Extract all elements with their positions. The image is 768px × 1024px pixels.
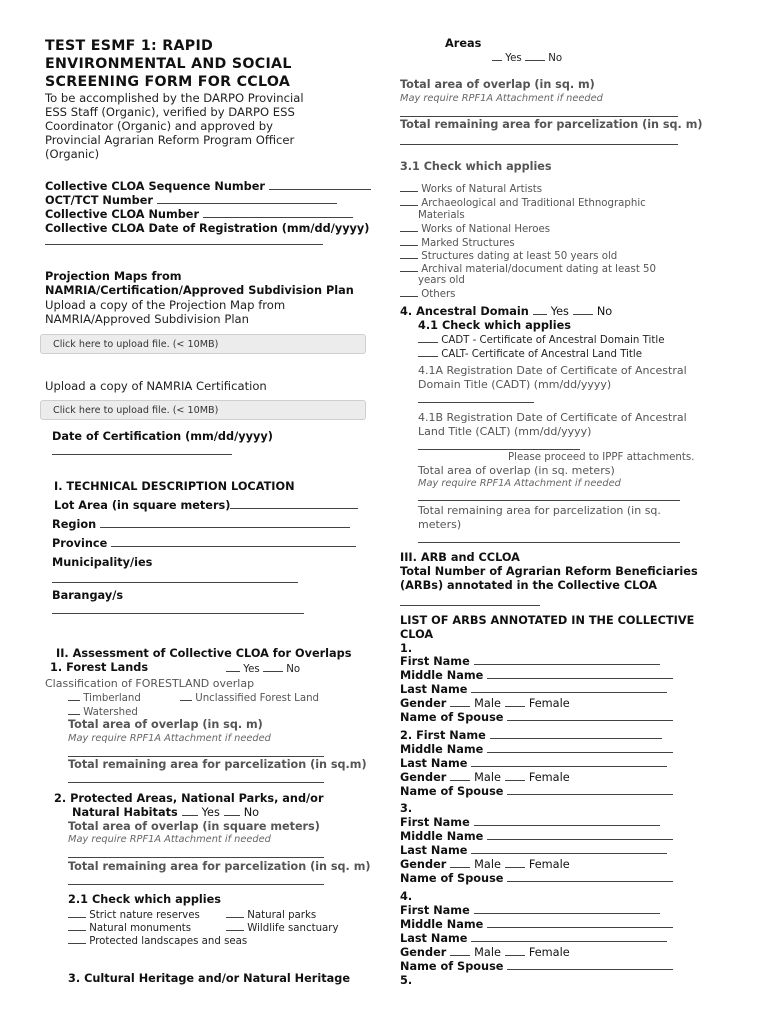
heritage-option-label: Structures dating at least 50 years old (421, 251, 618, 262)
oct-tct-field[interactable] (45, 194, 337, 208)
forest-remaining-field[interactable] (68, 782, 324, 783)
oct-tct-label: OCT/TCT Number (45, 194, 153, 207)
arb-list-heading: CLOA (400, 628, 434, 641)
heritage-option[interactable] (400, 287, 455, 301)
heritage-overlap-label: Total area of overlap (in sq. m) (400, 78, 595, 91)
protected-remaining-label: Total remaining area for parcelization (in sq. m) (68, 860, 371, 873)
spouse-label: Name of Spouse (400, 960, 504, 973)
heritage-option[interactable] (400, 196, 646, 210)
gender-label: Gender (400, 697, 447, 710)
check-2-1-heading: 2.1 Check which applies (68, 893, 222, 906)
form-title-line-1: TEST ESMF 1: RAPID (45, 38, 214, 54)
heritage-option-label: Others (421, 289, 456, 300)
protected-remaining-field[interactable] (68, 884, 324, 885)
calt-registration-label: 4.1B Registration Date of Certificate of Ancestral (418, 411, 687, 424)
gender-label: Gender (400, 946, 447, 959)
arb-last-name-field[interactable] (400, 757, 667, 771)
timberland-option[interactable] (68, 691, 141, 705)
watershed-option[interactable] (68, 705, 138, 719)
projection-heading: NAMRIA/Certification/Approved Subdivision Plan (45, 284, 354, 297)
strict-reserves-label: Strict nature reserves (89, 910, 200, 921)
ancestral-remaining-label: meters) (418, 518, 462, 531)
projection-upload-button[interactable]: Click here to upload file. (< 10MB) (40, 334, 366, 354)
natural-parks-option[interactable] (226, 908, 316, 922)
arb-gender-field[interactable] (400, 946, 570, 960)
areas-yes-no[interactable] (492, 51, 562, 65)
arb-first-name-field[interactable] (400, 655, 660, 669)
arb-gender-field[interactable] (400, 771, 570, 785)
middle-name-label: Middle Name (400, 830, 484, 843)
forest-yes-no[interactable] (226, 662, 300, 676)
strict-reserves-option[interactable] (68, 908, 200, 922)
check-4-1-heading: 4.1 Check which applies (418, 319, 572, 332)
calt-registration-label: Land Title (CALT) (mm/dd/yyyy) (418, 425, 592, 438)
ancestral-rpf-note: May require RPF1A Attachment if needed (418, 478, 621, 489)
spouse-label: Name of Spouse (400, 785, 504, 798)
natural-habitats-field[interactable] (72, 806, 259, 820)
cloa-number-label: Collective CLOA Number (45, 208, 200, 221)
intro-line: To be accomplished by the DARPO Provincial (45, 91, 304, 105)
registration-date-field[interactable] (45, 244, 323, 245)
lot-area-field[interactable] (54, 499, 358, 513)
yes-label: Yes (550, 305, 569, 318)
cadt-label: CADT - Certificate of Ancestral Domain Title (441, 335, 665, 346)
female-label: Female (528, 858, 570, 871)
arb-middle-name-field[interactable] (400, 669, 673, 683)
barangay-label: Barangay/s (52, 589, 124, 602)
municipality-label: Municipality/ies (52, 556, 153, 569)
arb-number: 2. (400, 729, 413, 742)
arb-spouse-field[interactable] (400, 872, 673, 886)
heritage-option-label: Works of Natural Artists (421, 184, 543, 195)
total-arbs-field[interactable] (400, 605, 540, 606)
heritage-option[interactable] (400, 222, 550, 236)
heritage-option[interactable] (400, 182, 542, 196)
certification-date-field[interactable] (52, 454, 232, 455)
lot-area-label: Lot Area (in square meters) (54, 499, 231, 512)
protected-areas-label: 2. Protected Areas, National Parks, and/or (54, 792, 324, 805)
section-3-heading: III. ARB and CCLOA (400, 551, 520, 564)
first-name-label: First Name (416, 729, 486, 742)
total-arbs-label: (ARBs) annotated in the Collective CLOA (400, 579, 658, 592)
no-label: No (243, 806, 260, 819)
arb-first-name-field[interactable] (400, 816, 660, 830)
ancestral-overlap-field[interactable] (418, 500, 680, 501)
areas-label: Areas (445, 37, 482, 50)
projection-heading: Projection Maps from (45, 270, 182, 283)
ancestral-remaining-field[interactable] (418, 542, 680, 543)
arb-gender-field[interactable] (400, 697, 570, 711)
heritage-option-label: Marked Structures (421, 238, 515, 249)
yes-label: Yes (243, 664, 260, 675)
unclassified-forest-option[interactable] (180, 691, 319, 705)
no-label: No (286, 664, 301, 675)
first-name-label: First Name (400, 655, 470, 668)
spouse-label: Name of Spouse (400, 711, 504, 724)
namria-upload-button[interactable]: Click here to upload file. (< 10MB) (40, 400, 366, 420)
male-label: Male (474, 771, 501, 784)
section-2-heading: II. Assessment of Collective CLOA for Overlaps (56, 647, 352, 660)
arb-number: 1. (400, 642, 413, 655)
arb-gender-field[interactable] (400, 858, 570, 872)
intro-line: (Organic) (45, 147, 100, 161)
last-name-label: Last Name (400, 844, 468, 857)
middle-name-label: Middle Name (400, 743, 484, 756)
municipality-field[interactable] (52, 582, 298, 583)
arb-number: 5. (400, 974, 413, 987)
female-label: Female (528, 697, 570, 710)
no-label: No (548, 53, 563, 64)
arb-last-name-field[interactable] (400, 844, 667, 858)
forest-lands-label: 1. Forest Lands (50, 661, 149, 674)
heritage-remaining-field[interactable] (400, 144, 678, 145)
cultural-heritage-label: 3. Cultural Heritage and/or Natural Heritage (68, 972, 350, 985)
cloa-sequence-field[interactable] (45, 180, 371, 194)
protected-overlap-field[interactable] (68, 857, 324, 858)
ippf-note: Please proceed to IPPF attachments. (508, 452, 695, 463)
female-label: Female (528, 771, 570, 784)
heritage-option-label: Works of National Heroes (421, 224, 551, 235)
protected-rpf-note: May require RPF1A Attachment if needed (68, 834, 271, 845)
arb-spouse-field[interactable] (400, 785, 673, 799)
ancestral-domain-field[interactable] (400, 305, 612, 319)
section-1-heading: I. TECHNICAL DESCRIPTION LOCATION (54, 480, 295, 493)
gender-label: Gender (400, 858, 447, 871)
yes-label: Yes (505, 53, 522, 64)
arb-list-heading: LIST OF ARBS ANNOTATED IN THE COLLECTIVE (400, 614, 695, 627)
region-label: Region (52, 518, 97, 531)
province-label: Province (52, 537, 108, 550)
first-name-label: First Name (400, 904, 470, 917)
ancestral-remaining-label: Total remaining area for parcelization (in sq. (418, 504, 661, 517)
arb-middle-name-field[interactable] (400, 830, 673, 844)
natural-parks-label: Natural parks (247, 910, 317, 921)
forest-overlap-field[interactable] (68, 756, 324, 757)
heritage-rpf-note: May require RPF1A Attachment if needed (400, 93, 603, 104)
protected-landscapes-label: Protected landscapes and seas (89, 936, 248, 947)
cloa-sequence-label: Collective CLOA Sequence Number (45, 180, 265, 193)
cloa-number-field[interactable] (45, 208, 353, 222)
barangay-field[interactable] (52, 613, 304, 614)
heritage-remaining-label: Total remaining area for parcelization (in sq. m) (400, 118, 703, 131)
calt-registration-field[interactable] (418, 449, 580, 450)
check-3-1-heading: 3.1 Check which applies (400, 160, 552, 173)
arb-number: 4. (400, 890, 413, 903)
calt-option[interactable] (418, 347, 642, 361)
natural-monuments-option[interactable] (68, 921, 191, 935)
protected-landscapes-option[interactable] (68, 934, 247, 948)
heritage-option-label: Archaeological and Traditional Ethnographic (421, 198, 646, 209)
forest-remaining-label: Total remaining area for parcelization (in sq.m) (68, 758, 367, 771)
forest-overlap-label: Total area of overlap (in sq. m) (68, 718, 263, 731)
cadt-registration-label: Domain Title (CADT) (mm/dd/yyyy) (418, 378, 612, 391)
province-field[interactable] (52, 537, 356, 551)
yes-label: Yes (201, 806, 220, 819)
female-label: Female (528, 946, 570, 959)
registration-date-label: Collective CLOA Date of Registration (mm/dd/yyyy) (45, 222, 370, 235)
wildlife-sanctuary-label: Wildlife sanctuary (247, 923, 339, 934)
namria-instruction: Upload a copy of NAMRIA Certification (45, 379, 267, 393)
male-label: Male (474, 697, 501, 710)
cadt-registration-field[interactable] (418, 402, 534, 403)
ancestral-overlap-label: Total area of overlap (in sq. meters) (418, 464, 615, 477)
protected-overlap-label: Total area of overlap (in square meters) (68, 820, 320, 833)
arb-first-name-field[interactable] (400, 729, 662, 743)
timberland-label: Timberland (83, 693, 141, 704)
heritage-overlap-field[interactable] (400, 116, 678, 117)
intro-line: Provincial Agrarian Reform Program Officer (45, 133, 295, 147)
heritage-option[interactable] (400, 236, 515, 250)
middle-name-label: Middle Name (400, 918, 484, 931)
arb-last-name-field[interactable] (400, 932, 667, 946)
heritage-option-continued: years old (418, 275, 465, 286)
arb-number: 3. (400, 802, 413, 815)
gender-label: Gender (400, 771, 447, 784)
wildlife-sanctuary-option[interactable] (226, 921, 339, 935)
intro-line: ESS Staff (Organic), verified by DARPO ESS (45, 105, 295, 119)
region-field[interactable] (52, 518, 350, 532)
no-label: No (596, 305, 613, 318)
arb-spouse-field[interactable] (400, 960, 673, 974)
projection-instruction: Upload a copy of the Projection Map from (45, 298, 286, 312)
heritage-option[interactable] (400, 249, 617, 263)
heritage-option-label: Archival material/document dating at least 50 (421, 264, 657, 275)
first-name-label: First Name (400, 816, 470, 829)
arb-middle-name-field[interactable] (400, 918, 673, 932)
forestland-classification-label: Classification of FORESTLAND overlap (45, 677, 255, 690)
last-name-label: Last Name (400, 683, 468, 696)
last-name-label: Last Name (400, 757, 468, 770)
form-title-line-3: SCREENING FORM FOR CCLOA (45, 74, 291, 90)
middle-name-label: Middle Name (400, 669, 484, 682)
projection-instruction: NAMRIA/Approved Subdivision Plan (45, 312, 249, 326)
arb-last-name-field[interactable] (400, 683, 667, 697)
ancestral-domain-label: 4. Ancestral Domain (400, 305, 529, 318)
heritage-option-continued: Materials (418, 210, 465, 221)
natural-monuments-label: Natural monuments (89, 923, 192, 934)
calt-label: CALT- Certificate of Ancestral Land Title (441, 349, 643, 360)
form-title-line-2: ENVIRONMENTAL AND SOCIAL (45, 56, 292, 72)
unclassified-forest-label: Unclassified Forest Land (195, 693, 320, 704)
last-name-label: Last Name (400, 932, 468, 945)
arb-middle-name-field[interactable] (400, 743, 673, 757)
watershed-label: Watershed (83, 707, 138, 718)
certification-date-label: Date of Certification (mm/dd/yyyy) (52, 430, 273, 443)
natural-habitats-label: Natural Habitats (72, 806, 178, 819)
cadt-option[interactable] (418, 333, 664, 347)
spouse-label: Name of Spouse (400, 872, 504, 885)
total-arbs-label: Total Number of Agrarian Reform Beneficiaries (400, 565, 698, 578)
cadt-registration-label: 4.1A Registration Date of Certificate of Ancestral (418, 364, 687, 377)
forest-rpf-note: May require RPF1A Attachment if needed (68, 733, 271, 744)
arb-first-name-field[interactable] (400, 904, 660, 918)
male-label: Male (474, 858, 501, 871)
male-label: Male (474, 946, 501, 959)
intro-line: Coordinator (Organic) and approved by (45, 119, 273, 133)
arb-spouse-field[interactable] (400, 711, 673, 725)
